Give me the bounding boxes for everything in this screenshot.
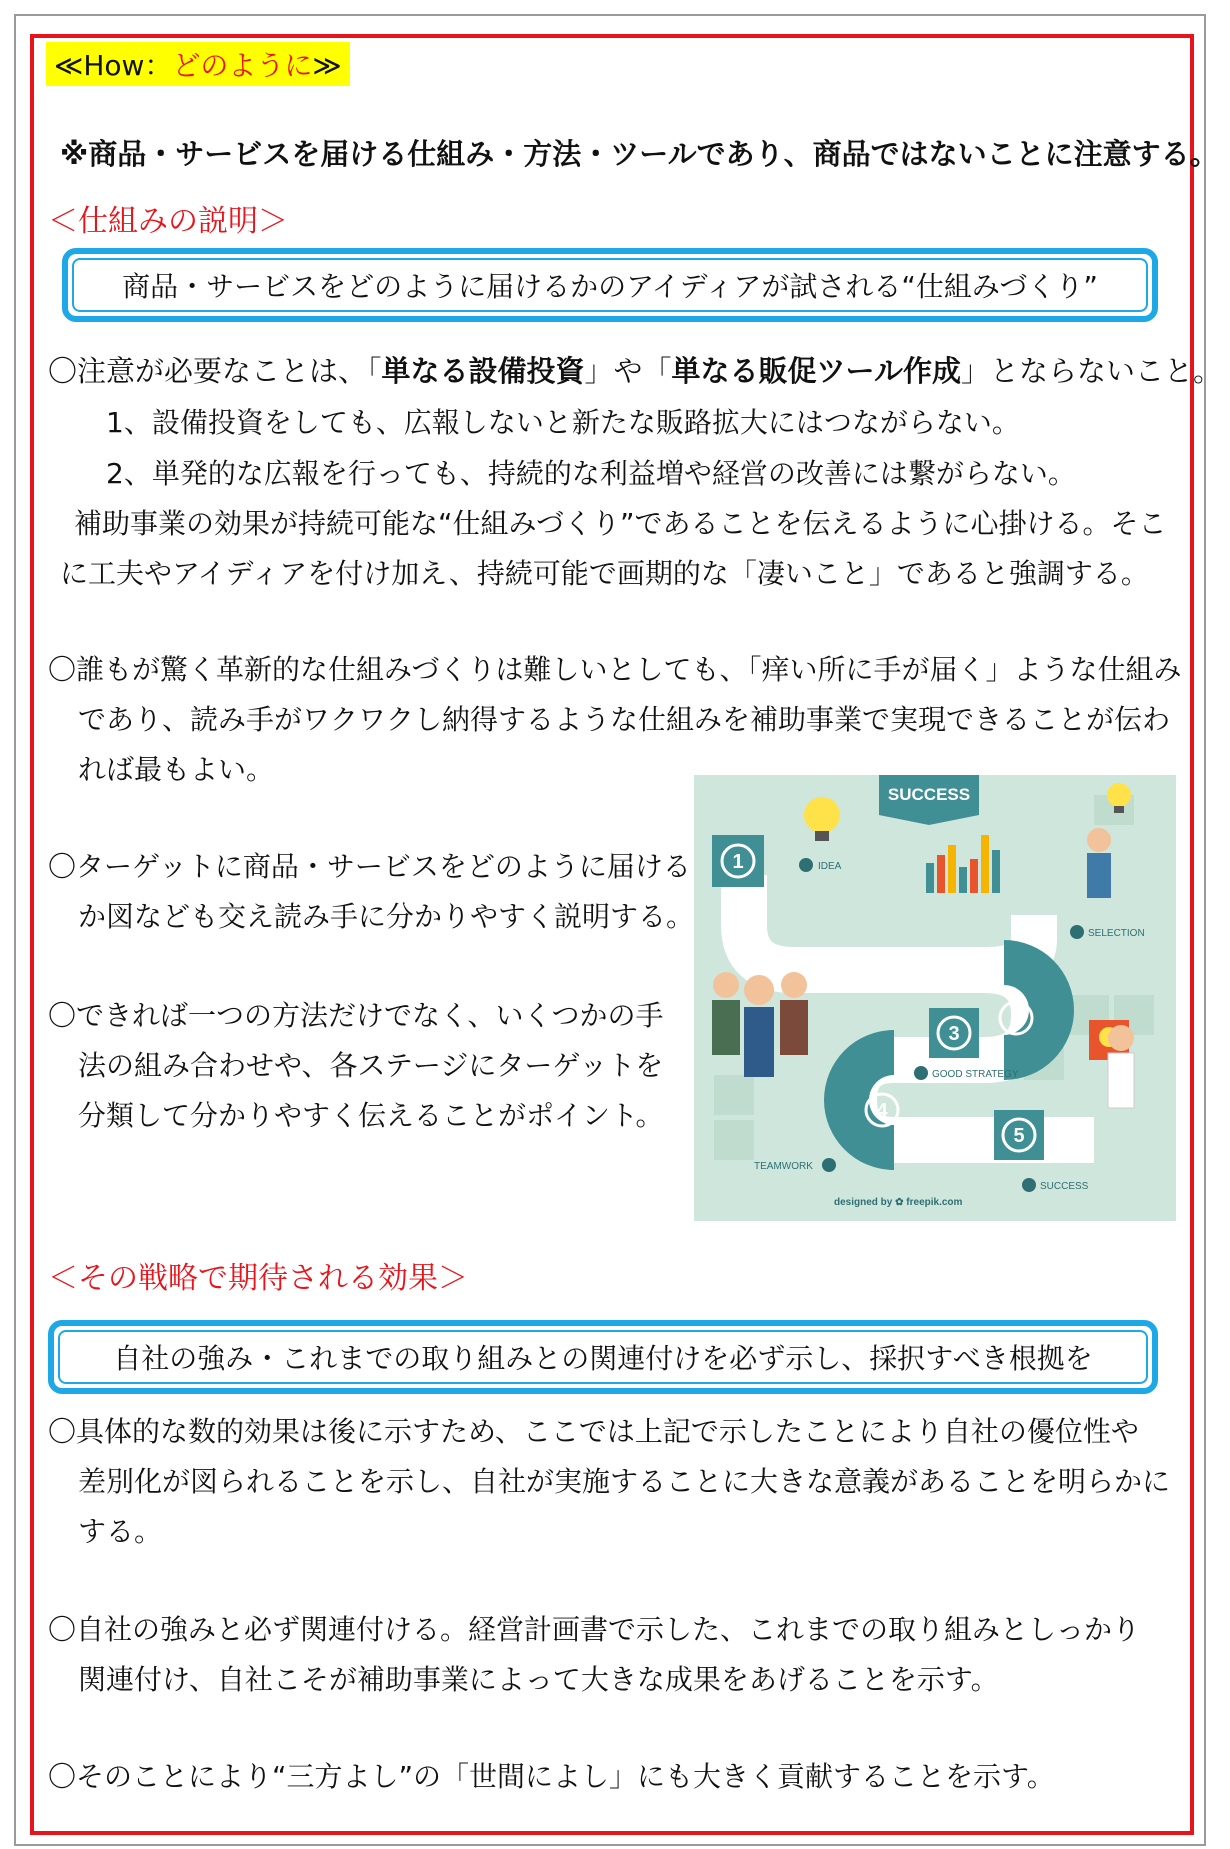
section2-para2-line2: 関連付け、自社こそが補助事業によって大きな成果をあげることを示す。 bbox=[78, 1663, 999, 1696]
step-number-2: 2 bbox=[1010, 1008, 1022, 1030]
section2-box-text: 自社の強み・これまでの取り組みとの関連付けを必ず示し、採択すべき根拠を bbox=[58, 1330, 1148, 1384]
para1-pre: 〇注意が必要なことは、「 bbox=[48, 354, 382, 388]
how-prefix: ≪How： bbox=[54, 49, 173, 82]
section1-heading: ＜仕組みの説明＞ bbox=[48, 204, 288, 239]
label-dot-teamwork bbox=[822, 1158, 836, 1172]
section2-para1-line2: 差別化が図られることを示し、自社が実施することに大きな意義があることを明らかに bbox=[78, 1465, 1171, 1498]
step-number-1: 1 bbox=[732, 851, 744, 873]
para1-bold2: 単なる販促ツール作成 bbox=[671, 354, 961, 388]
para1-post: 」とならないこと。 bbox=[960, 354, 1222, 388]
label-strategy: GOOD STRATEGY bbox=[932, 1069, 1019, 1080]
label-teamwork: TEAMWORK bbox=[754, 1161, 813, 1172]
success-infographic bbox=[694, 775, 1176, 1221]
section1-para5-line3: 分類して分かりやすく伝えることがポイント。 bbox=[78, 1099, 664, 1132]
section1-para2-line2: に工夫やアイディアを付け加え、持続可能で画期的な「凄いこと」であると強調する。 bbox=[60, 557, 1149, 590]
label-dot-strategy bbox=[914, 1066, 928, 1080]
section2-para2-line1: 〇自社の強みと必ず関連付ける。経営計画書で示した、これまでの取り組みとしっかり bbox=[48, 1613, 1141, 1646]
section1-box bbox=[62, 248, 1158, 322]
section1-item1: 1、設備投資をしても、広報しないと新たな販路拡大にはつながらない。 bbox=[106, 406, 1020, 439]
section2-para1-line1: 〇具体的な数的効果は後に示すため、ここでは上記で示したことにより自社の優位性や bbox=[48, 1415, 1139, 1448]
section1-item2: 2、単発的な広報を行っても、持続的な利益増や経営の改善には繋がらない。 bbox=[106, 457, 1076, 490]
step-number-5: 5 bbox=[1013, 1125, 1025, 1147]
section1-para5-line2: 法の組み合わせや、各ステージにターゲットを bbox=[78, 1049, 664, 1082]
how-label bbox=[46, 42, 350, 86]
section2-heading: ＜その戦略で期待される効果＞ bbox=[48, 1261, 468, 1296]
step-number-4: 4 bbox=[876, 1100, 888, 1122]
label-dot-selection bbox=[1070, 925, 1084, 939]
section2-box bbox=[48, 1320, 1158, 1394]
businessman-figure-thumbs-up bbox=[1108, 1025, 1134, 1108]
section1-para1 bbox=[48, 344, 1222, 398]
section1-para3-line2: であり、読み手がワクワクし納得するような仕組みを補助事業で実現できることが伝わ bbox=[78, 703, 1171, 736]
label-dot-success bbox=[1022, 1178, 1036, 1192]
label-idea: IDEA bbox=[818, 861, 842, 872]
section2-para3: 〇そのことにより“三方よし”の「世間によし」にも大きく貢献することを示す。 bbox=[48, 1760, 1055, 1793]
step-number-3: 3 bbox=[948, 1023, 960, 1045]
section1-para3-line3: れば最もよい。 bbox=[78, 753, 275, 786]
section1-box-text: 商品・サービスをどのように届けるかのアイディアが試される“仕組みづくり” bbox=[72, 258, 1148, 312]
section1-para4-line1: 〇ターゲットに商品・サービスをどのように届ける bbox=[48, 850, 691, 883]
label-selection: SELECTION bbox=[1088, 928, 1145, 939]
how-red-text: どのように bbox=[172, 49, 313, 82]
label-success: SUCCESS bbox=[1040, 1181, 1089, 1192]
businessman-figure-cheering bbox=[1087, 828, 1111, 898]
credit-text: designed by ✿ freepik.com bbox=[834, 1197, 963, 1208]
how-suffix: ≫ bbox=[312, 49, 342, 82]
section1-para4-line2: か図なども交え読み手に分かりやすく説明する。 bbox=[78, 900, 695, 933]
label-dot-idea bbox=[799, 858, 813, 872]
note-line: ※商品・サービスを届ける仕組み・方法・ツールであり、商品ではないことに注意する。 bbox=[60, 137, 1219, 171]
section2-para1-line3: する。 bbox=[78, 1515, 163, 1548]
banner-text: SUCCESS bbox=[887, 785, 971, 804]
para1-mid: 」や「 bbox=[584, 354, 672, 388]
section1-para2-line1: 補助事業の効果が持続可能な“仕組みづくり”であることを伝えるように心掛ける。そこ bbox=[74, 507, 1167, 540]
para1-bold1: 単なる設備投資 bbox=[381, 354, 585, 388]
section1-para5-line1: 〇できれば一つの方法だけでなく、いくつかの手 bbox=[48, 999, 664, 1032]
section1-para3-line1: 〇誰もが驚く革新的な仕組みづくりは難しいとしても、「痒い所に手が届く」ような仕組み bbox=[48, 653, 1182, 686]
